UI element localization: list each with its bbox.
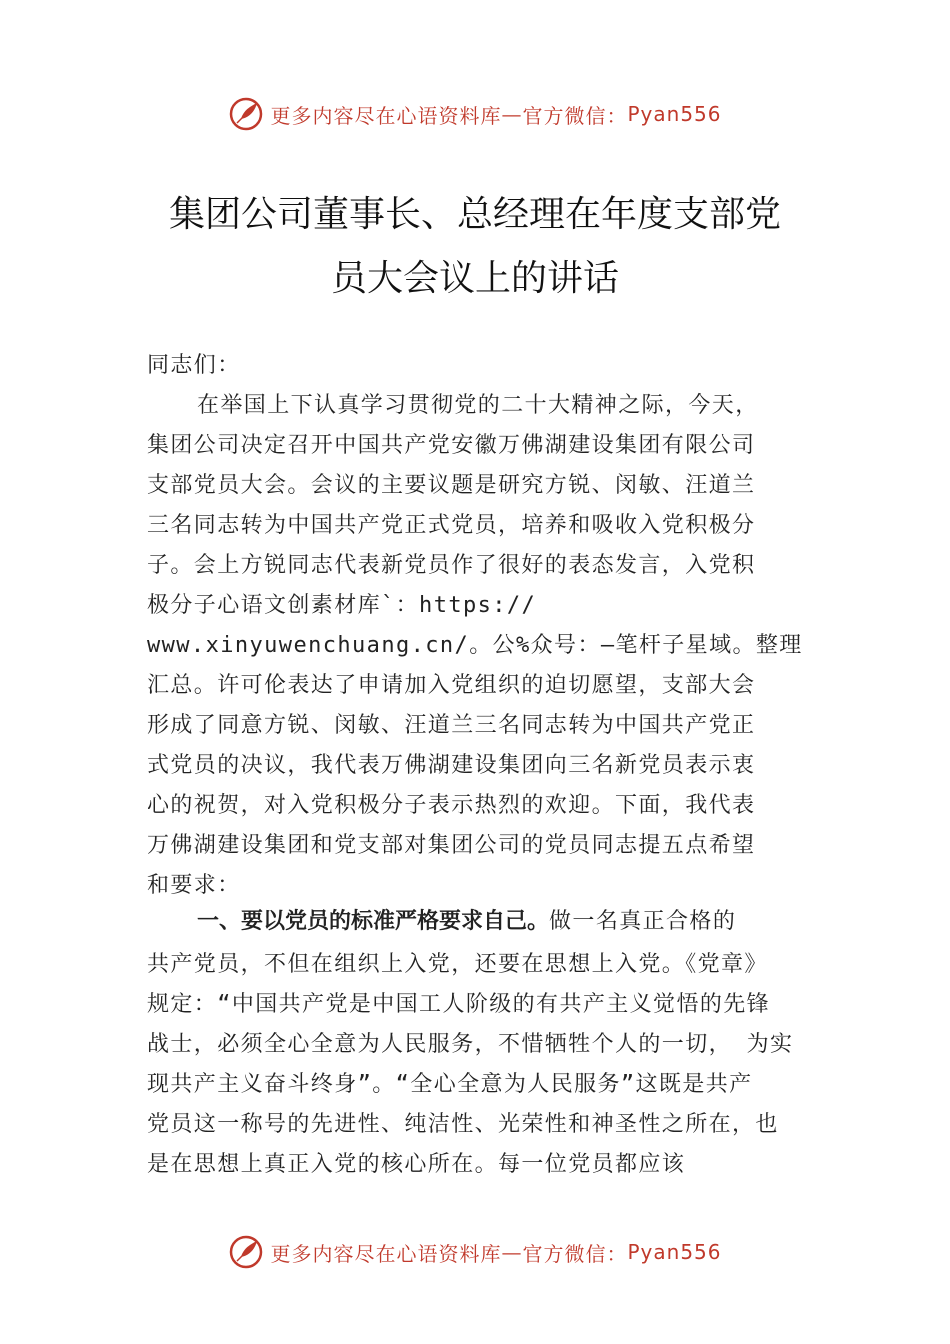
document-title-line2: 员大会议上的讲话: [330, 258, 619, 299]
body-line: 心的祝贺，对入党积极分子表示热烈的欢迎。下面，我代表: [147, 793, 756, 818]
body-line: 和要求：: [147, 873, 241, 898]
section-heading: 一、要以党员的标准严格要求自己。: [197, 909, 550, 934]
quill-logo-icon: [228, 1234, 264, 1270]
section-heading-line: [197, 902, 877, 942]
body-line: 战士，必须全心全意为人民服务，不惜牺牲个人的一切， 为实: [147, 1032, 794, 1057]
body-line: 是在思想上真正入党的核心所在。每一位党员都应该: [147, 1152, 686, 1177]
section-heading-rest: 做一名真正合格的: [549, 909, 737, 934]
body-line: 共产党员，不但在组织上入党，还要在思想上入党。《党章》: [147, 952, 768, 977]
watermark-text: 更多内容尽在心语资料库: [270, 103, 502, 128]
document-title-line1: 集团公司董事长、总经理在年度支部党: [168, 194, 781, 235]
watermark-wechat-label: 官方微信：: [522, 1241, 628, 1266]
watermark-separator: —: [501, 1240, 523, 1264]
watermark-wechat-id: Pyan556: [627, 102, 722, 126]
body-line: 子。会上方锐同志代表新党员作了很好的表态发言，入党积: [147, 553, 756, 578]
salutation: 同志们：: [147, 353, 241, 378]
body-line: 万佛湖建设集团和党支部对集团公司的党员同志提五点希望: [147, 833, 756, 858]
watermark-text: 更多内容尽在心语资料库: [270, 1241, 502, 1266]
body-line: 集团公司决定召开中国共产党安徽万佛湖建设集团有限公司: [147, 433, 756, 458]
watermark-banner-top: [0, 94, 950, 134]
body-line: 规定：“中国共产党是中国工人阶级的有共产主义觉悟的先锋: [147, 992, 771, 1017]
body-line: 党员这一称号的先进性、纯洁性、光荣性和神圣性之所在，也: [147, 1112, 779, 1137]
body-line: 支部党员大会。会议的主要议题是研究方锐、闵敏、汪道兰: [147, 473, 756, 498]
body-line: 形成了同意方锐、闵敏、汪道兰三名同志转为中国共产党正: [147, 713, 756, 738]
watermark-banner-bottom: [0, 1232, 950, 1272]
quill-logo-icon: [228, 96, 264, 132]
watermark-wechat-id: Pyan556: [627, 1240, 722, 1264]
body-line: 现共产主义奋斗终身”。“全心全意为人民服务”这既是共产: [147, 1072, 753, 1097]
body-line: 极分子心语文创素材库`：https://: [147, 593, 537, 618]
body-line: 在举国上下认真学习贯彻党的二十大精神之际，今天，: [197, 393, 759, 418]
body-line: 三名同志转为中国共产党正式党员，培养和吸收入党积极分: [147, 513, 756, 538]
body-line: 汇总。许可伦表达了申请加入党组织的迫切愿望，支部大会: [147, 673, 756, 698]
watermark-wechat-label: 官方微信：: [522, 103, 628, 128]
body-line: www.xinyuwenchuang.cn/。公%众号：—笔杆子星域。整理: [147, 633, 803, 658]
body-line: 式党员的决议，我代表万佛湖建设集团向三名新党员表示衷: [147, 753, 756, 778]
watermark-separator: —: [501, 102, 523, 126]
